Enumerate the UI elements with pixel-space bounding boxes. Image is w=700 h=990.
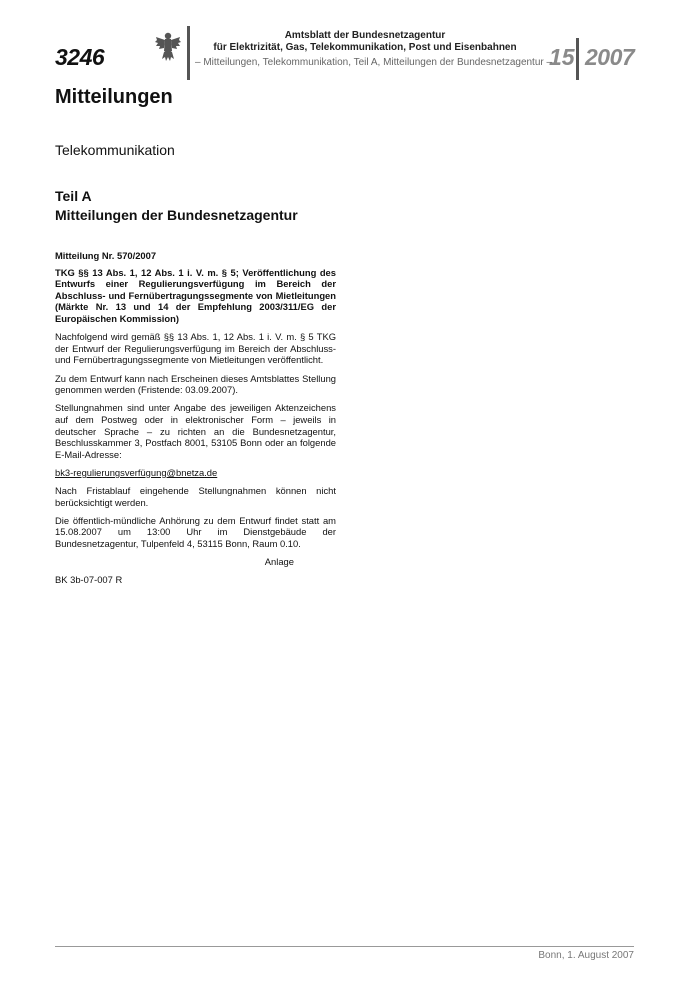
gazette-title: [195, 30, 535, 54]
email-link[interactable]: bk3-regulierungsverfügung@bnetza.de: [55, 466, 218, 478]
notice-paragraph-5: Die öffentlich-mündliche Anhörung zu dem Entwurf findet statt am 15.08.2007 um 13:00 Uhr im Dienstgebäude der Bundesnetzagentur, Tulpenfeld 4, 53115 Bonn, Raum 0.10.: [55, 514, 336, 550]
notice-paragraph-4: Nach Fristablauf eingehende Stellungnahmen können nicht berücksichtigt werden.: [55, 485, 336, 508]
part-title-line2: Mitteilungen der Bundesnetzagentur: [55, 207, 298, 223]
header-divider: [187, 26, 190, 80]
part-title-line1: Teil A: [55, 188, 92, 204]
notice-column: [55, 250, 336, 593]
section-heading: Telekommunikation: [55, 142, 175, 158]
notice-number: Mitteilung Nr. 570/2007: [55, 250, 157, 261]
page-number: 3246: [55, 44, 105, 70]
issue-year: 2007: [585, 44, 635, 70]
gazette-title-line1: Amtsblatt der Bundesnetzagentur: [284, 30, 446, 41]
notice-paragraph-3: Stellungnahmen sind unter Angabe des jeweiligen Aktenzeichens auf dem Postweg oder in elektronischer Form – jeweils in deutscher Sprache – zu richten an die Bundesnetzagentur, Beschlusskammer 3, Postfach 8001, 53105 Bonn oder an folgende E-Mail-Adresse:: [55, 402, 336, 460]
notice-paragraph-2: Zu dem Entwurf kann nach Erscheinen dieses Amtsblattes Stellung genommen werden (Fristende: 03.09.2007).: [55, 372, 336, 396]
part-title: [55, 187, 298, 225]
notice-paragraph-1: Nachfolgend wird gemäß §§ 13 Abs. 1, 12 Abs. 1 i. V. m. § 5 TKG der Entwurf der Regulierungsverfügung im Bereich der Abschluss- und Fernübertragungssegmente von Mietleitungen veröffentlicht.: [55, 331, 336, 366]
gazette-title-line2: für Elektrizität, Gas, Telekommunikation, Post und Eisenbahnen: [213, 42, 517, 53]
file-reference: BK 3b-07-007 R: [55, 574, 123, 586]
notice-heading: TKG §§ 13 Abs. 1, 12 Abs. 1 i. V. m. § 5; Veröffentlichung des Entwurfs einer Regulierungsverfügung im Bereich der Abschluss- und Fernübertragungssegmente von Mietleitungen (Märkte Nr. 13 und 14 der Empfehlung 2003/311/EG der Europäischen Kommission): [55, 266, 336, 324]
issue-divider: [576, 38, 579, 80]
main-heading: Mitteilungen: [55, 86, 173, 108]
gazette-subtitle: – Mitteilungen, Telekommunikation, Teil A, Mitteilungen der Bundesnetzagentur –: [195, 57, 553, 68]
footer-divider: [55, 946, 634, 947]
attachment-label: Anlage: [264, 556, 294, 568]
footer-date: Bonn, 1. August 2007: [538, 950, 634, 961]
federal-eagle-icon: [154, 30, 182, 64]
issue-number: 15: [549, 44, 575, 70]
